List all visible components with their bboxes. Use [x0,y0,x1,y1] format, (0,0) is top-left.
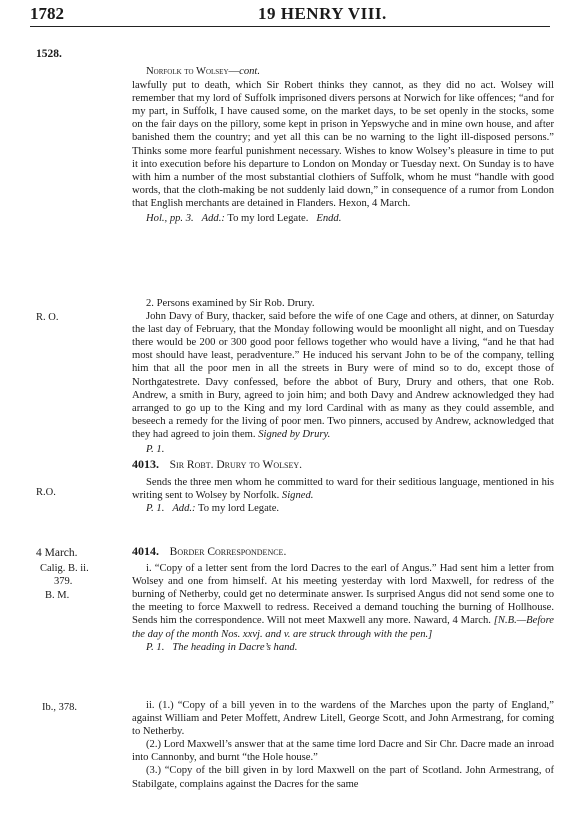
entry-number-4013: 4013. [132,457,159,471]
year-margin: 1528. [36,48,62,60]
page-header [30,4,542,26]
entry-pages-4014: P. 1. [146,641,165,653]
letter-body: lawfully put to death, which Sir Robert thinks they cannot, as they did no act. Wolsey will remember that my lord of Suffolk imprisoned divers persons at Norwich for like offences; “and for my part, in Suffolk, I have caused some, on the market days, to be set openly in the stocks, some on the fair days on the pillory, some kept in prison in Yepswyche and in mine own house, and after banished them the country; and yet all this can be no warning to the light ill-disposed persons.” Thinks some more fearful punishment necessary. Wishes to know Wolsey’s pleasure in time to put it into execution before his departure to London on Monday or Tuesday next. On Sunday is to have with him a number of the most substantial clothiers of Suffolk, whom he must “handle with good words, that the cloth-making be not suddenly laid down,” in consequence of a rumor from London that English merchants are detained in Flanders. Hexon, 4 March. [132,80,554,209]
margin-date: 4 March. [36,547,78,559]
margin-ro: R. O. [36,312,59,323]
entry-signed-4013: Signed. [281,490,314,502]
entry-body-4013: Sends the three men whom he committed to ward for their seditious language, mentioned in his writing sent to Wolsey by Norfolk. [132,477,554,502]
margin-ib: Ib., 378. [42,702,77,713]
norfolk-letter-block [132,65,554,225]
addr-label: Add.: [201,213,225,225]
border-bills-block [132,699,554,791]
entry-nb-4014: [N.B.—Before the day of the month Nos. xxvj. and v. are struck through with the pen.] [132,615,555,640]
entry-number-4014: 4014. [132,544,159,558]
drury-examination-block [132,297,554,456]
entry-body-4014: i. “Copy of a letter sent from the lord Dacres to the earl of Angus.” Had sent him a letter from Wolsey and one from himself. At his meeting yesterday with lord Maxwell, for redress of the burning of Netherby, could get no determinate answer. Is surprised Angus did not send some one to the meeting to force Maxwell to redress. Received a demand touching the burning of Hollhouse. Sends him the correspondence. Will not meet Maxwell any more. Naward, 4 March. [132,563,554,627]
entry-heading-note-4014: The heading in Dacre’s hand. [172,641,298,653]
letter-heading: Norfolk to Wolsey— [146,66,240,77]
running-title: 19 HENRY VIII. [258,4,387,23]
page-number: 1782 [30,4,64,23]
letter-heading-cont: cont. [239,66,261,77]
examination-signed: Signed by Drury. [258,428,331,440]
examination-body: John Davy of Bury, thacker, said before the wife of one Cage and others, at dinner, on Saturday the last day of February, that the Monday following would be moonlight all night, and on Tuesday there would be 200 or 300 good poor fellows together who would have a living, “and he that had most should have least, peradventure.” He induced his servant John to be of the company, telling him that all the poor men in all the streets in Bury were of mind so to do, except those of Northgatestrete. Davy confessed, before the abbot of Bury, Drury and others, that one Rob. Andrew, a smith in Bury, agreed to join him; and both Davy and Andrew acknowledged they had arranged to go up to the King and my lord Cardinal with as many as they could assemble, and beseech a remedy for the living of poor men. Two pinners, accused by Andrew, acknowledged that they had agreed to join them. [132,311,554,440]
bill-item-3: (3.) “Copy of the bill given in by lord Maxwell on the part of Scotland. John Armestrang, of Stabilgate, complains against the Dacres for the same [132,765,554,790]
hol-note: Hol., pp. 3. [146,213,194,225]
bill-item-1: ii. (1.) “Copy of a bill yeven in to the wardens of the Marches upon the party of England,” against William and Peter Moffett, Andrew Litell, George Scott, and John Armestrang, for coming to Netherby. [132,700,554,738]
margin-folio: 379. [54,576,73,587]
margin-calig: Calig. B. ii. [40,563,89,574]
addr-text: To my lord Legate. [227,213,309,225]
margin-bm: B. M. [45,590,70,601]
examination-heading: 2. Persons examined by Sir Rob. Drury. [146,298,315,309]
entry-4013 [132,458,554,515]
entry-title-4014: Border Correspondence. [169,546,287,558]
entry-4014 [132,545,554,654]
entry-title-4013: Sir Robt. Drury to Wolsey. [169,459,303,471]
margin-ro-2: R.O. [36,487,56,498]
header-rule [30,26,550,27]
entry-addr-label-4013: Add.: [172,503,196,515]
entry-pages-4013: P. 1. [146,503,165,515]
endd-note: Endd. [316,213,342,225]
examination-pages: P. 1. [146,444,165,456]
entry-addr-4013: To my lord Legate. [198,503,280,515]
bill-item-2: (2.) Lord Maxwell’s answer that at the same time lord Dacre and Sir Chr. Dacre made an inroad into Cannonby, and burnt “the Hole house.” [132,739,554,764]
